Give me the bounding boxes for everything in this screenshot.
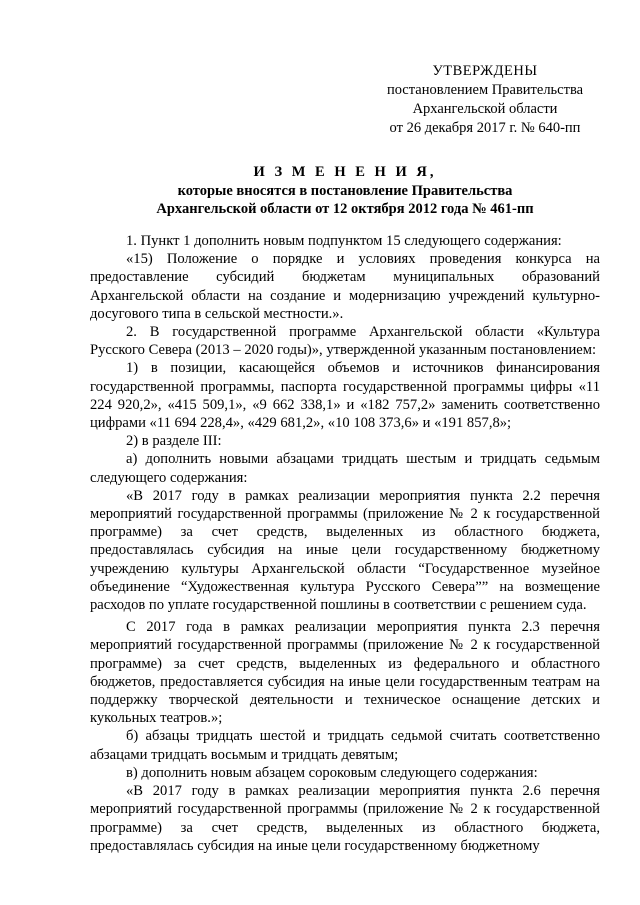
title-subline: Архангельской области от 12 октября 2012 года № 461-пп bbox=[156, 201, 534, 217]
approval-line: Архангельской области bbox=[412, 101, 558, 117]
approval-line: постановлением Правительства bbox=[386, 82, 584, 98]
paragraph: 2) в разделе III: bbox=[126, 433, 222, 450]
document-title bbox=[90, 163, 600, 219]
approval-heading: УТВЕРЖДЕНЫ bbox=[432, 63, 538, 79]
paragraph: «15) Положение о порядке и условиях проведения конкурса на предоставление субсидий бюджетам муниципальных образований Архангельской области на создание и модернизацию учреждений культурно-досугового типа в сельской местности.». bbox=[90, 251, 600, 322]
paragraph: 1. Пункт 1 дополнить новым подпунктом 15 следующего содержания: bbox=[126, 233, 562, 249]
paragraph: С 2017 года в рамках реализации мероприятия пункта 2.3 перечня мероприятий государственной программы (приложение № 2 к государственной программе) за счет средств, выделенных из федерального и областного бюджетов, предоставляется субсидия на иные цели государственным театрам на поддержку творческой деятельности и техническое оснащение детских и кукольных театров.»; bbox=[90, 619, 600, 727]
paragraph: а) дополнить новыми абзацами тридцать шестым и тридцать седьмым следующего содержания: bbox=[90, 451, 600, 486]
paragraph: 1) в позиции, касающейся объемов и источников финансирования государственной программы, паспорта государственной программы цифры «11 224 920,2», «415 509,1», «9 662 338,1» и «182 757,2» заменить соответственно цифрами «11 694 228,4», «429 681,2», «10 108 373,6» и «191 857,8»; bbox=[90, 360, 600, 432]
document-body bbox=[90, 232, 600, 855]
approval-stamp bbox=[360, 62, 610, 138]
paragraph: «В 2017 году в рамках реализации мероприятия пункта 2.6 перечня мероприятий государственной программы (приложение № 2 к государственной программе) за счет средств, выделенных из областного бюджета, предоставлялась субсидия на иные цели государственному бюджетному bbox=[90, 783, 600, 854]
title-subline: которые вносятся в постановление Правительства bbox=[177, 182, 513, 199]
approval-date: от 26 декабря 2017 г. № 640-пп bbox=[389, 120, 581, 136]
paragraph: б) абзацы тридцать шестой и тридцать седьмой считать соответственно абзацами тридцать восьмым и тридцать девятым; bbox=[90, 728, 600, 763]
paragraph: 2. В государственной программе Архангельской области «Культура Русского Севера (2013 – 2020 годы)», утвержденной указанным постановлением: bbox=[90, 324, 600, 359]
title-heading: И З М Е Н Е Н И Я, bbox=[253, 164, 437, 180]
paragraph: в) дополнить новым абзацем сороковым следующего содержания: bbox=[126, 764, 538, 781]
paragraph: «В 2017 году в рамках реализации мероприятия пункта 2.2 перечня мероприятий государственной программы (приложение № 2 к государственной программе) за счет средств, выделенных из областного бюджета, предоставлялась субсидия на иные цели государственному бюджетному учреждению культуры Архангельской области “Государственное музейное объединение “Художественная культура Русского Севера”” на возмещение расходов по уплате государственной пошлины в соответствии с решением суда. bbox=[90, 487, 600, 614]
